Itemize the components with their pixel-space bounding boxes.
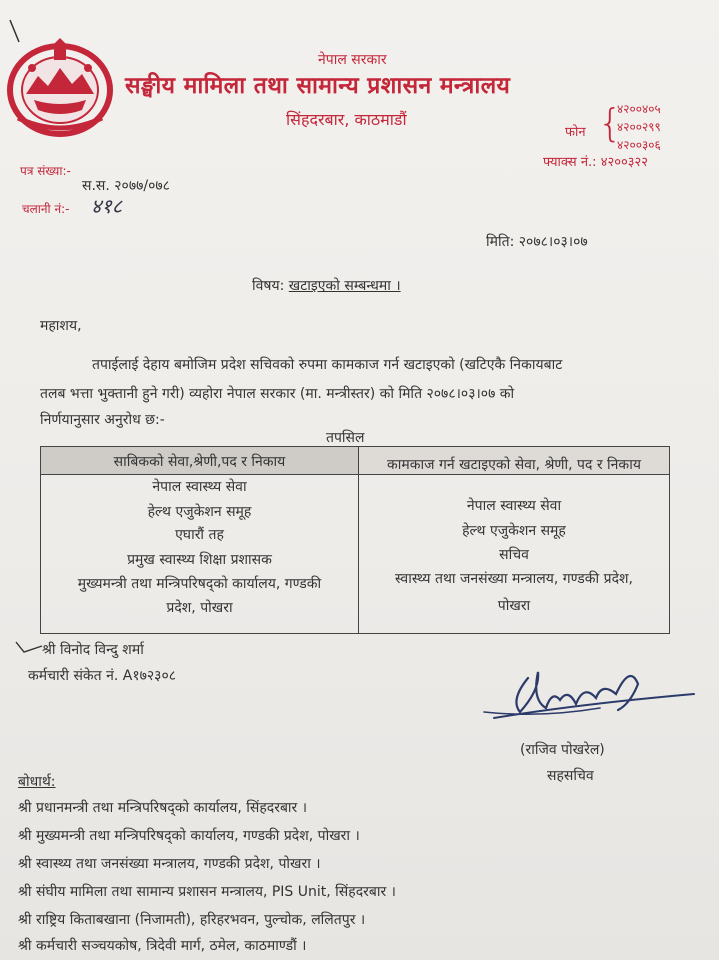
table-cell-assigned: सचिव	[499, 547, 529, 563]
signature-icon	[480, 660, 702, 740]
table-cell-previous: प्रदेश, पोखरा	[166, 600, 233, 616]
employee-id: कर्मचारी संकेत नं. A१७२३०८	[28, 668, 177, 684]
subject-label: विषय:	[252, 278, 285, 294]
table-header-assigned: कामकाज गर्न खटाइएको सेवा, श्रेणी, पद र निकाय	[387, 457, 641, 473]
table-cell-previous: एघारौं तह	[175, 527, 224, 543]
subject-line	[252, 276, 401, 295]
table-title: तपसिल	[326, 430, 365, 446]
cc-item: श्री स्वास्थ्य तथा जनसंख्या मन्त्रालय, गण्डकी प्रदेश, पोखरा ।	[18, 856, 321, 872]
government-name: नेपाल सरकार	[318, 52, 387, 68]
phone-number: ४२००२९९	[617, 120, 661, 134]
fax-number: फ्याक्स नं.: ४२००३२२	[543, 155, 649, 170]
reference-label: पत्र संख्या:-	[20, 164, 71, 178]
arrow-mark-icon	[14, 640, 44, 654]
cc-item: श्री कर्मचारी सञ्चयकोष, त्रिदेवी मार्ग, ठमेल, काठमाण्डौं ।	[18, 938, 307, 954]
table-header-previous: साबिकको सेवा,श्रेणी,पद र निकाय	[113, 454, 286, 470]
cc-item: श्री मुख्यमन्त्री तथा मन्त्रिपरिषद्को कार्यालय, गण्डकी प्रदेश, पोखरा ।	[18, 828, 360, 844]
dispatch-number: ४१८	[91, 194, 123, 218]
cc-item: श्री राष्ट्रिय किताबखाना (निजामती), हरिहरभवन, पुल्चोक, ललितपुर ।	[18, 912, 366, 928]
table-cell-previous: हेल्थ एजुकेशन समूह	[147, 504, 252, 520]
table-cell-previous: मुख्यमन्त्री तथा मन्त्रिपरिषद्को कार्यालय, गण्डकी	[77, 576, 322, 592]
table-cell-assigned: पोखरा	[497, 598, 531, 614]
cc-item: श्री प्रधानमन्त्री तथा मन्त्रिपरिषद्को कार्यालय, सिंहदरबार ।	[18, 800, 308, 816]
letter-date: मिति: २०७८।०३।०७	[486, 234, 588, 250]
phone-number: ४२००३०६	[617, 138, 661, 152]
nepal-emblem-icon	[4, 38, 116, 138]
phone-number: ४२००४०५	[617, 102, 661, 116]
phone-label: फोन	[565, 125, 586, 140]
recipient-name: श्री विनोद विन्दु शर्मा	[42, 642, 144, 658]
body-line: तपाईलाई देहाय बमोजिम प्रदेश सचिवको रुपमा कामकाज गर्न खटाइएको (खटिएकै निकायबाट	[92, 357, 563, 373]
reference-number: स.स. २०७७/०७८	[82, 178, 170, 194]
details-table	[40, 446, 670, 634]
ministry-name: सङ्घीय मामिला तथा सामान्य प्रशासन मन्त्रालय	[125, 73, 511, 99]
table-cell-previous: नेपाल स्वास्थ्य सेवा	[152, 479, 247, 495]
subject-value: खटाइएको सम्बन्धमा ।	[288, 278, 401, 294]
signatory-title: सहसचिव	[547, 768, 594, 784]
table-cell-assigned: हेल्थ एजुकेशन समूह	[462, 523, 566, 539]
cc-label: बोधार्थ:	[18, 774, 56, 790]
salutation: महाशय,	[40, 318, 82, 334]
ministry-address: सिंहदरबार, काठमाडौं	[286, 110, 407, 129]
signatory-name: (राजिव पोखरेल)	[520, 742, 605, 758]
table-cell-assigned: स्वास्थ्य तथा जनसंख्या मन्त्रालय, गण्डकी प्रदेश,	[394, 571, 633, 587]
table-cell-previous: प्रमुख स्वास्थ्य शिक्षा प्रशासक	[127, 552, 272, 568]
phone-brace: {	[598, 101, 623, 145]
table-cell-assigned: नेपाल स्वास्थ्य सेवा	[466, 498, 562, 514]
dispatch-label: चलानी नं:-	[22, 202, 70, 216]
body-line: निर्णयानुसार अनुरोध छ:-	[40, 412, 165, 428]
body-line: तलब भत्ता भुक्तानी हुने गरी) व्यहोरा नेपाल सरकार (मा. मन्त्रीस्तर) को मिति २०७८।०३।०७ को	[40, 386, 515, 402]
cc-item: श्री संघीय मामिला तथा सामान्य प्रशासन मन्त्रालय, PIS Unit, सिंहदरबार ।	[18, 884, 396, 900]
